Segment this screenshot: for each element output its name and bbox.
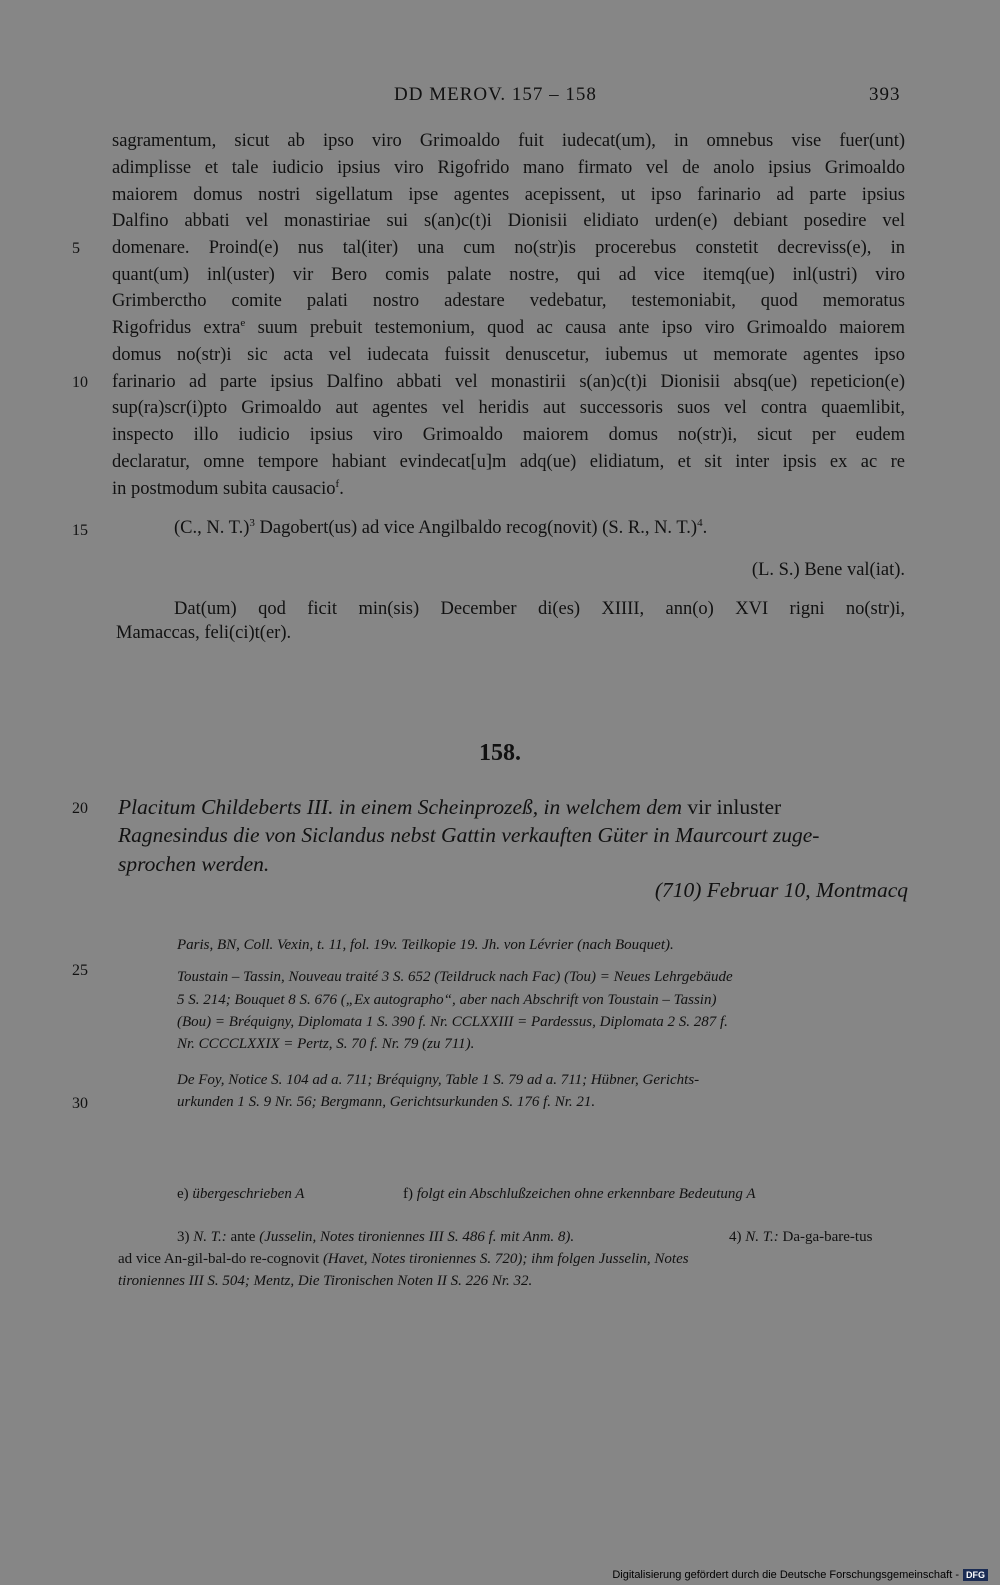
footnote-4 <box>729 1227 872 1249</box>
regest-text: Placitum Childeberts III. in einem Scheinprozeß, in welchem dem <box>118 795 683 819</box>
line-number-25: 25 <box>72 962 88 979</box>
footnote-3 <box>177 1227 574 1249</box>
regest-line: Ragnesindus die von Siclandus nebst Gattin verkauften Güter in Maurcourt zuge- <box>118 823 820 847</box>
recognition-line <box>174 518 707 539</box>
line-number-20: 20 <box>72 800 88 817</box>
dating-place: Mamaccas, feli(ci)t(er). <box>116 623 292 643</box>
line-number-30: 30 <box>72 1095 88 1112</box>
footnote-f <box>403 1184 756 1206</box>
footnote-abbrev: N. T.: <box>741 1229 779 1245</box>
text-line: declaratur, omne tempore habiant evindecat[u]m adq(ue) elidiatum, et sit inter ipsis ex ac re <box>112 452 905 472</box>
recognition-signum: (C., N. T.) <box>174 518 250 538</box>
regest-text-roman: vir inluster <box>682 795 782 819</box>
text-fragment: Rigofridus extra <box>112 318 241 338</box>
source-line: urkunden 1 S. 9 Nr. 56; Bergmann, Gerichtsurkunden S. 176 f. Nr. 21. <box>177 1094 596 1110</box>
running-title: DD MEROV. 157 – 158 <box>394 84 597 105</box>
page-number: 393 <box>869 84 901 105</box>
section-number: 158. <box>479 740 521 766</box>
text-fragment: in postmodum subita causacio <box>112 479 336 499</box>
footnote-mark-e: e <box>240 316 246 329</box>
recognition-text: Dagobert(us) ad vice Angilbaldo recog(novit) (S. R., N. T.) <box>254 518 698 538</box>
footnote-mark-3: 3 <box>249 516 255 529</box>
text-line: Grimberctho comite palati nostro adestare vedebatur, testemoniabit, quod memoratus <box>112 291 905 311</box>
source-line: Paris, BN, Coll. Vexin, t. 11, fol. 19v. Teilkopie 19. Jh. von Lévrier (nach Bouquet). <box>177 937 674 953</box>
footnote-text: ad vice An-gil-bal-do re-cognovit <box>118 1251 320 1267</box>
footnote-4-cont <box>118 1249 689 1271</box>
source-line: Toustain – Tassin, Nouveau traité 3 S. 652 (Teildruck nach Fac) (Tou) = Neues Lehrgebäude <box>177 969 733 985</box>
source-line: Nr. CCCCLXXIX = Pertz, S. 70 f. Nr. 79 (zu 711). <box>177 1036 475 1052</box>
text-line: domus no(str)i sic acta vel iudecata fuissit denuscetur, iubemus ut memorate agentes ipso <box>112 345 905 365</box>
line-number-15: 15 <box>72 522 88 539</box>
text-line: farinario ad parte ipsius Dalfino abbati vel monastirii s(an)c(t)i Dionisii absq(ue) repeticion(e) <box>112 372 905 392</box>
source-line: (Bou) = Bréquigny, Diplomata 1 S. 390 f. Nr. CCLXXIII = Pardessus, Diplomata 2 S. 287 f. <box>177 1014 728 1030</box>
text-line: maiorem domus nostri sigellatum ipse agentes acepissent, ut ipso farinario ad parte ipsius <box>112 185 905 205</box>
footnote-label: 4) <box>729 1229 742 1245</box>
footnote-abbrev: N. T.: <box>189 1229 227 1245</box>
source-line: De Foy, Notice S. 104 ad a. 711; Bréquigny, Table 1 S. 79 ad a. 711; Hübner, Gerichts- <box>177 1072 700 1088</box>
text-line: inspecto illo iudicio ipsius viro Grimoaldo maiorem domus no(str)i, sicut per eudem <box>112 425 905 445</box>
text-line: sagramentum, sicut ab ipso viro Grimoaldo fuit iudecat(um), in omnebus vise fuer(unt) <box>112 131 905 151</box>
footnote-label: e) <box>177 1186 189 1202</box>
regest-date: (710) Februar 10, Montmacq <box>654 878 908 902</box>
text-line-with-footnote-f <box>112 476 905 503</box>
recognition-end: . <box>702 518 708 538</box>
text-fragment: . <box>339 479 344 499</box>
text-line: domenare. Proind(e) nus tal(iter) una cum no(str)is procerebus constetit decreviss(e), in <box>112 238 905 258</box>
regest-line <box>118 793 908 822</box>
text-line-with-footnote-e <box>112 315 905 342</box>
footnote-mark-f: f <box>335 477 340 490</box>
text-fragment: suum prebuit testemonium, quod ac causa ante ipso viro Grimoaldo maiorem <box>245 318 905 338</box>
line-number-5: 5 <box>72 240 80 257</box>
footnote-mark-4: 4 <box>697 516 703 529</box>
dfg-credit <box>612 1569 988 1581</box>
dating-line: Dat(um) qod ficit min(sis) December di(es) XIIII, ann(o) XVI rigni no(str)i, <box>174 599 905 619</box>
footnote-text: ante <box>226 1229 256 1245</box>
footnote-e <box>177 1184 304 1206</box>
dfg-credit-text: Digitalisierung gefördert durch die Deutsche Forschungsgemeinschaft - <box>612 1568 959 1581</box>
text-line: sup(ra)scr(i)pto Grimoaldo aut agentes vel heridis aut successoris suos vel contra quaemlibit, <box>112 398 905 418</box>
regest-line: sprochen werden. <box>118 852 270 876</box>
footnote-text: übergeschrieben A <box>188 1186 305 1202</box>
footnote-text: folgt ein Abschlußzeichen ohne erkennbare Bedeutung A <box>413 1186 756 1202</box>
text-line: adimplisse et tale iudicio ipsius viro Rigofrido mano firmato vel de anolo ipsius Grimoaldo <box>112 158 905 178</box>
seal-line: (L. S.) Bene val(iat). <box>751 560 905 580</box>
footnote-reference: (Havet, Notes tironiennes S. 720); ihm folgen Jusselin, Notes <box>319 1251 689 1267</box>
text-line: Dalfino abbati vel monastiriae sui s(an)c(t)i Dionisii elidiato urden(e) debiant posedire vel <box>112 211 905 231</box>
text-line: quant(um) inl(uster) vir Bero comis palate nostre, qui ad vice itemq(ue) inl(ustri) viro <box>112 265 905 285</box>
footnote-4-cont: tironiennes III S. 504; Mentz, Die Tironischen Noten II S. 226 Nr. 32. <box>118 1273 533 1289</box>
dfg-logo: DFG <box>963 1569 988 1581</box>
footnote-reference: (Jusselin, Notes tironiennes III S. 486 f. mit Anm. 8). <box>255 1229 575 1245</box>
footnote-label: f) <box>403 1186 413 1202</box>
footnote-label: 3) <box>177 1229 190 1245</box>
line-number-10: 10 <box>72 374 88 391</box>
footnote-text: Da-ga-bare-tus <box>778 1229 873 1245</box>
source-line: 5 S. 214; Bouquet 8 S. 676 („Ex autographo“, aber nach Abschrift von Toustain – Tassin) <box>177 992 717 1008</box>
